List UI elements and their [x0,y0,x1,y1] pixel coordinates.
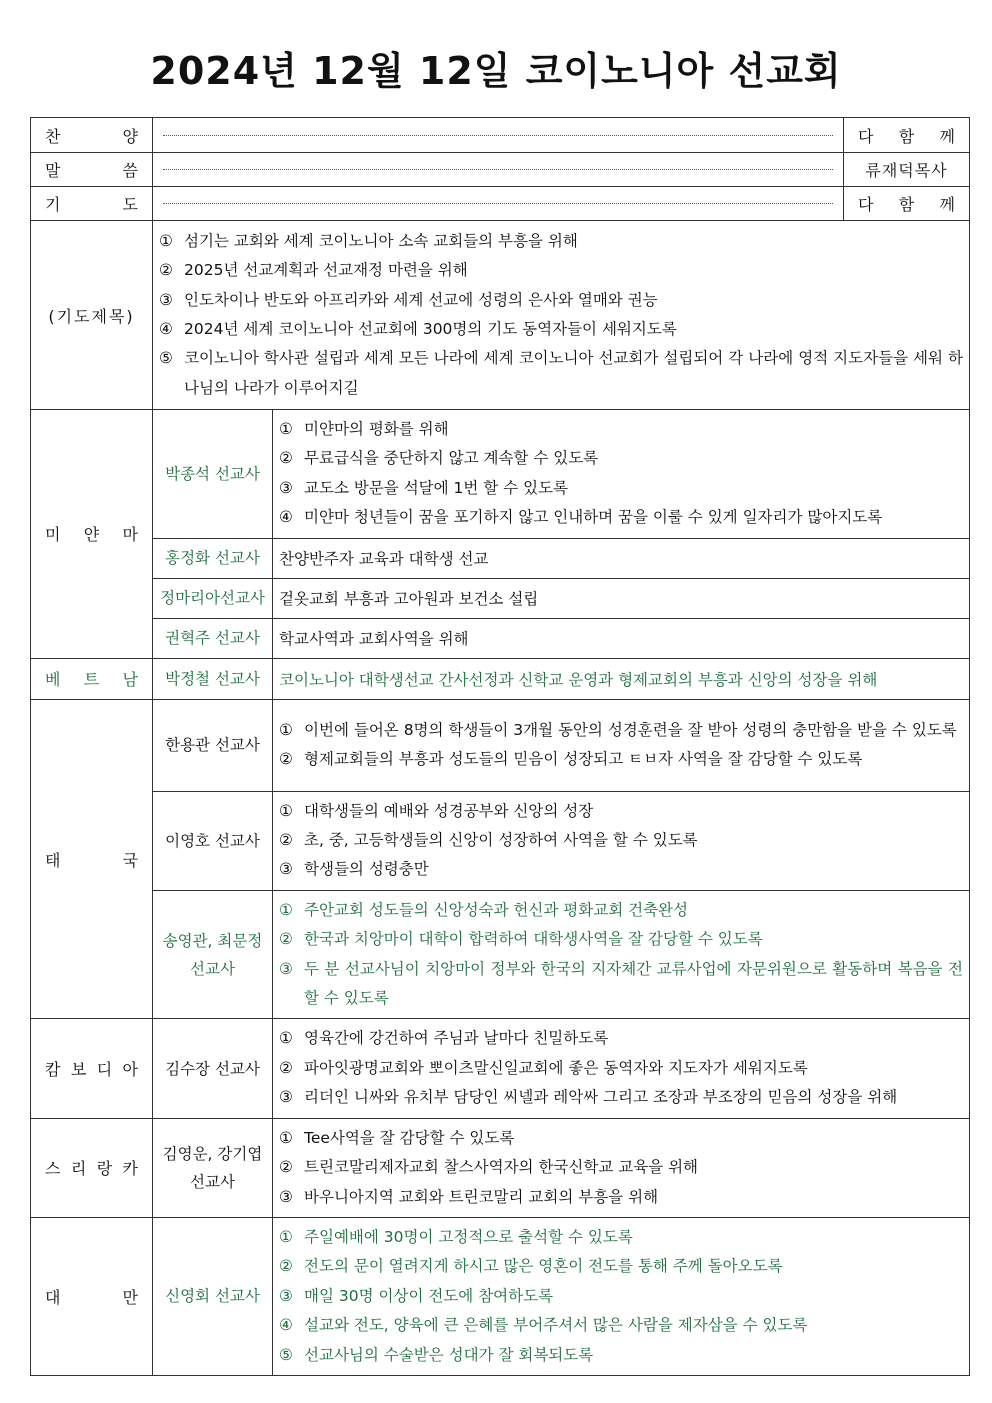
dotted-leader-line [153,153,844,187]
list-item: ③ 인도차이나 반도와 아프리카와 세계 선교에 성령의 은사와 열매와 권능 [159,290,658,309]
list-item: ③ 학생들의 성령충만 [279,860,429,879]
vietnam-row [31,658,970,699]
thailand-row-2 [31,791,970,890]
list-item: ② 한국과 치앙마이 대학이 합력하여 대학생사역을 잘 감당할 수 있도록 [279,930,763,949]
prayer-text: 코이노니아 대학생선교 간사선정과 신학교 운영과 형제교회의 부흥과 신앙의 성장을 위해 [273,658,970,699]
list-item: ② 전도의 문이 열려지게 하시고 많은 영혼이 전도를 통해 주께 돌아오도록 [279,1257,783,1276]
taiwan-row [31,1217,970,1375]
missionary-name: 권혁주 선교사 [153,618,273,658]
service-label: 말 씀 [31,153,153,187]
prayer-topics-row [31,221,970,410]
list-item: ① 대학생들의 예배와 성경공부와 신앙의 성장 [279,801,594,820]
prayer-table [30,117,970,1376]
dotted-leader-line [153,118,844,153]
myanmar-row-1 [31,410,970,539]
service-row-praise [31,118,970,153]
list-item: ② 트린코말리제자교회 찰스사역자의 한국신학교 교육을 위해 [279,1158,699,1177]
list-item: ① 주안교회 성도들의 신앙성숙과 헌신과 평화교회 건축완성 [279,900,688,919]
myanmar-row-4 [31,618,970,658]
country-vietnam: 베 트 남 [31,658,153,699]
missionary-title-line: 선교사 [190,959,235,978]
thailand-row-1 [31,699,970,791]
missionary-name: 홍정화 선교사 [153,538,273,578]
dotted-leader-line [153,187,844,221]
list-item: ② 형제교회들의 부흥과 성도들의 믿음이 성장되고 ㅌㅂ자 사역을 잘 감당할 수 있도록 [279,750,863,769]
myanmar-row-2 [31,538,970,578]
list-item: ③ 리더인 니싸와 유치부 담당인 씨넬과 레악싸 그리고 조장과 부조장의 믿음의 성장을 위해 [279,1088,898,1107]
country-cambodia: 캄 보 디 아 [31,1019,153,1118]
prayer-list [273,1118,970,1217]
prayer-list [273,890,970,1019]
list-item: ① 영육간에 강건하여 주님과 날마다 친밀하도록 [279,1029,609,1048]
list-item: ⑤ 코이노니아 학사관 설립과 세계 모든 나라에 세계 코이노니아 선교회가 설립되어 각 나라에 영적 지도자들을 세워 하나님의 나라가 이루어지길 [159,349,963,397]
cambodia-row [31,1019,970,1118]
list-item: ② 무료급식을 중단하지 않고 계속할 수 있도록 [279,449,599,468]
service-leader: 다 함 께 [844,187,970,221]
missionary-name [153,1118,273,1217]
missionary-title-line: 선교사 [190,1172,235,1191]
list-item: ④ 2024년 세계 코이노니아 선교회에 300명의 기도 동역자들이 세워지도록 [159,320,677,338]
prayer-text: 학교사역과 교회사역을 위해 [273,618,970,658]
myanmar-row-3 [31,578,970,618]
prayer-list [273,1217,970,1375]
missionary-name [153,890,273,1019]
list-item: ③ 바우니아지역 교회와 트린코말리 교회의 부흥을 위해 [279,1187,659,1206]
missionary-name: 한용관 선교사 [153,699,273,791]
list-item: ② 초, 중, 고등학생들의 신앙이 성장하여 사역을 할 수 있도록 [279,831,698,850]
list-item: ④ 설교와 전도, 양육에 큰 은혜를 부어주셔서 많은 사람을 제자삼을 수 있도록 [279,1316,808,1335]
missionary-name: 이영호 선교사 [153,791,273,890]
prayer-list [273,1019,970,1118]
list-item: ⑤ 선교사님의 수술받은 성대가 잘 회복되도록 [279,1345,594,1364]
page-title: 2024년 12월 12일 코이노니아 선교회 [150,49,842,93]
thailand-row-3 [31,890,970,1019]
prayer-text: 겉옷교회 부흥과 고아원과 보건소 설립 [273,578,970,618]
country-thailand: 태 국 [31,699,153,1019]
prayer-list [273,699,970,791]
list-item: ② 파아잇광명교회와 뽀이츠말신일교회에 좋은 동역자와 지도자가 세워지도록 [279,1058,808,1077]
list-item: ① 주일예배에 30명이 고정적으로 출석할 수 있도록 [279,1227,633,1246]
prayer-list [273,410,970,539]
list-item: ③ 매일 30명 이상이 전도에 참여하도록 [279,1286,554,1305]
service-row-prayer [31,187,970,221]
list-item: ④ 미얀마 청년들이 꿈을 포기하지 않고 인내하며 꿈을 이룰 수 있게 일자리가 많아지도록 [279,508,883,527]
service-row-sermon [31,153,970,187]
list-item: ② 2025년 선교계획과 선교재정 마련을 위해 [159,261,468,280]
list-item: ③ 두 분 선교사님이 치앙마이 정부와 한국의 지자체간 교류사업에 자문위원으로 활동하며 복음을 전할 수 있도록 [279,959,963,1008]
list-item: ① 섬기는 교회와 세계 코이노니아 소속 교회들의 부흥을 위해 [159,231,578,250]
list-item: ① Tee사역을 잘 감당할 수 있도록 [279,1128,515,1147]
list-item: ① 미얀마의 평화를 위해 [279,420,449,438]
country-srilanka: 스 리 랑 카 [31,1118,153,1217]
prayer-topics-list [153,221,970,410]
country-myanmar: 미 얀 마 [31,410,153,659]
missionary-name: 박정철 선교사 [153,658,273,699]
list-item: ① 이번에 들어온 8명의 학생들이 3개월 동안의 성경훈련을 잘 받아 성령의 충만함을 받을 수 있도록 [279,720,957,739]
missionary-name: 박종석 선교사 [153,410,273,539]
list-item: ③ 교도소 방문을 석달에 1번 할 수 있도록 [279,478,569,497]
service-label: 기 도 [31,187,153,221]
prayer-list [273,791,970,890]
country-taiwan: 대 만 [31,1217,153,1375]
service-label: 찬 양 [31,118,153,153]
prayer-text: 찬양반주자 교육과 대학생 선교 [273,538,970,578]
missionary-name: 김수장 선교사 [153,1019,273,1118]
prayer-topics-label: (기도제목) [31,221,153,410]
srilanka-row [31,1118,970,1217]
missionary-name-line: 김영운, 강기엽 [162,1144,263,1163]
missionary-name: 신영회 선교사 [153,1217,273,1375]
missionary-name: 정마리아선교사 [153,578,273,618]
service-leader: 류재덕목사 [844,153,970,187]
service-leader: 다 함 께 [844,118,970,153]
missionary-name-line: 송영관, 최문정 [162,931,263,950]
